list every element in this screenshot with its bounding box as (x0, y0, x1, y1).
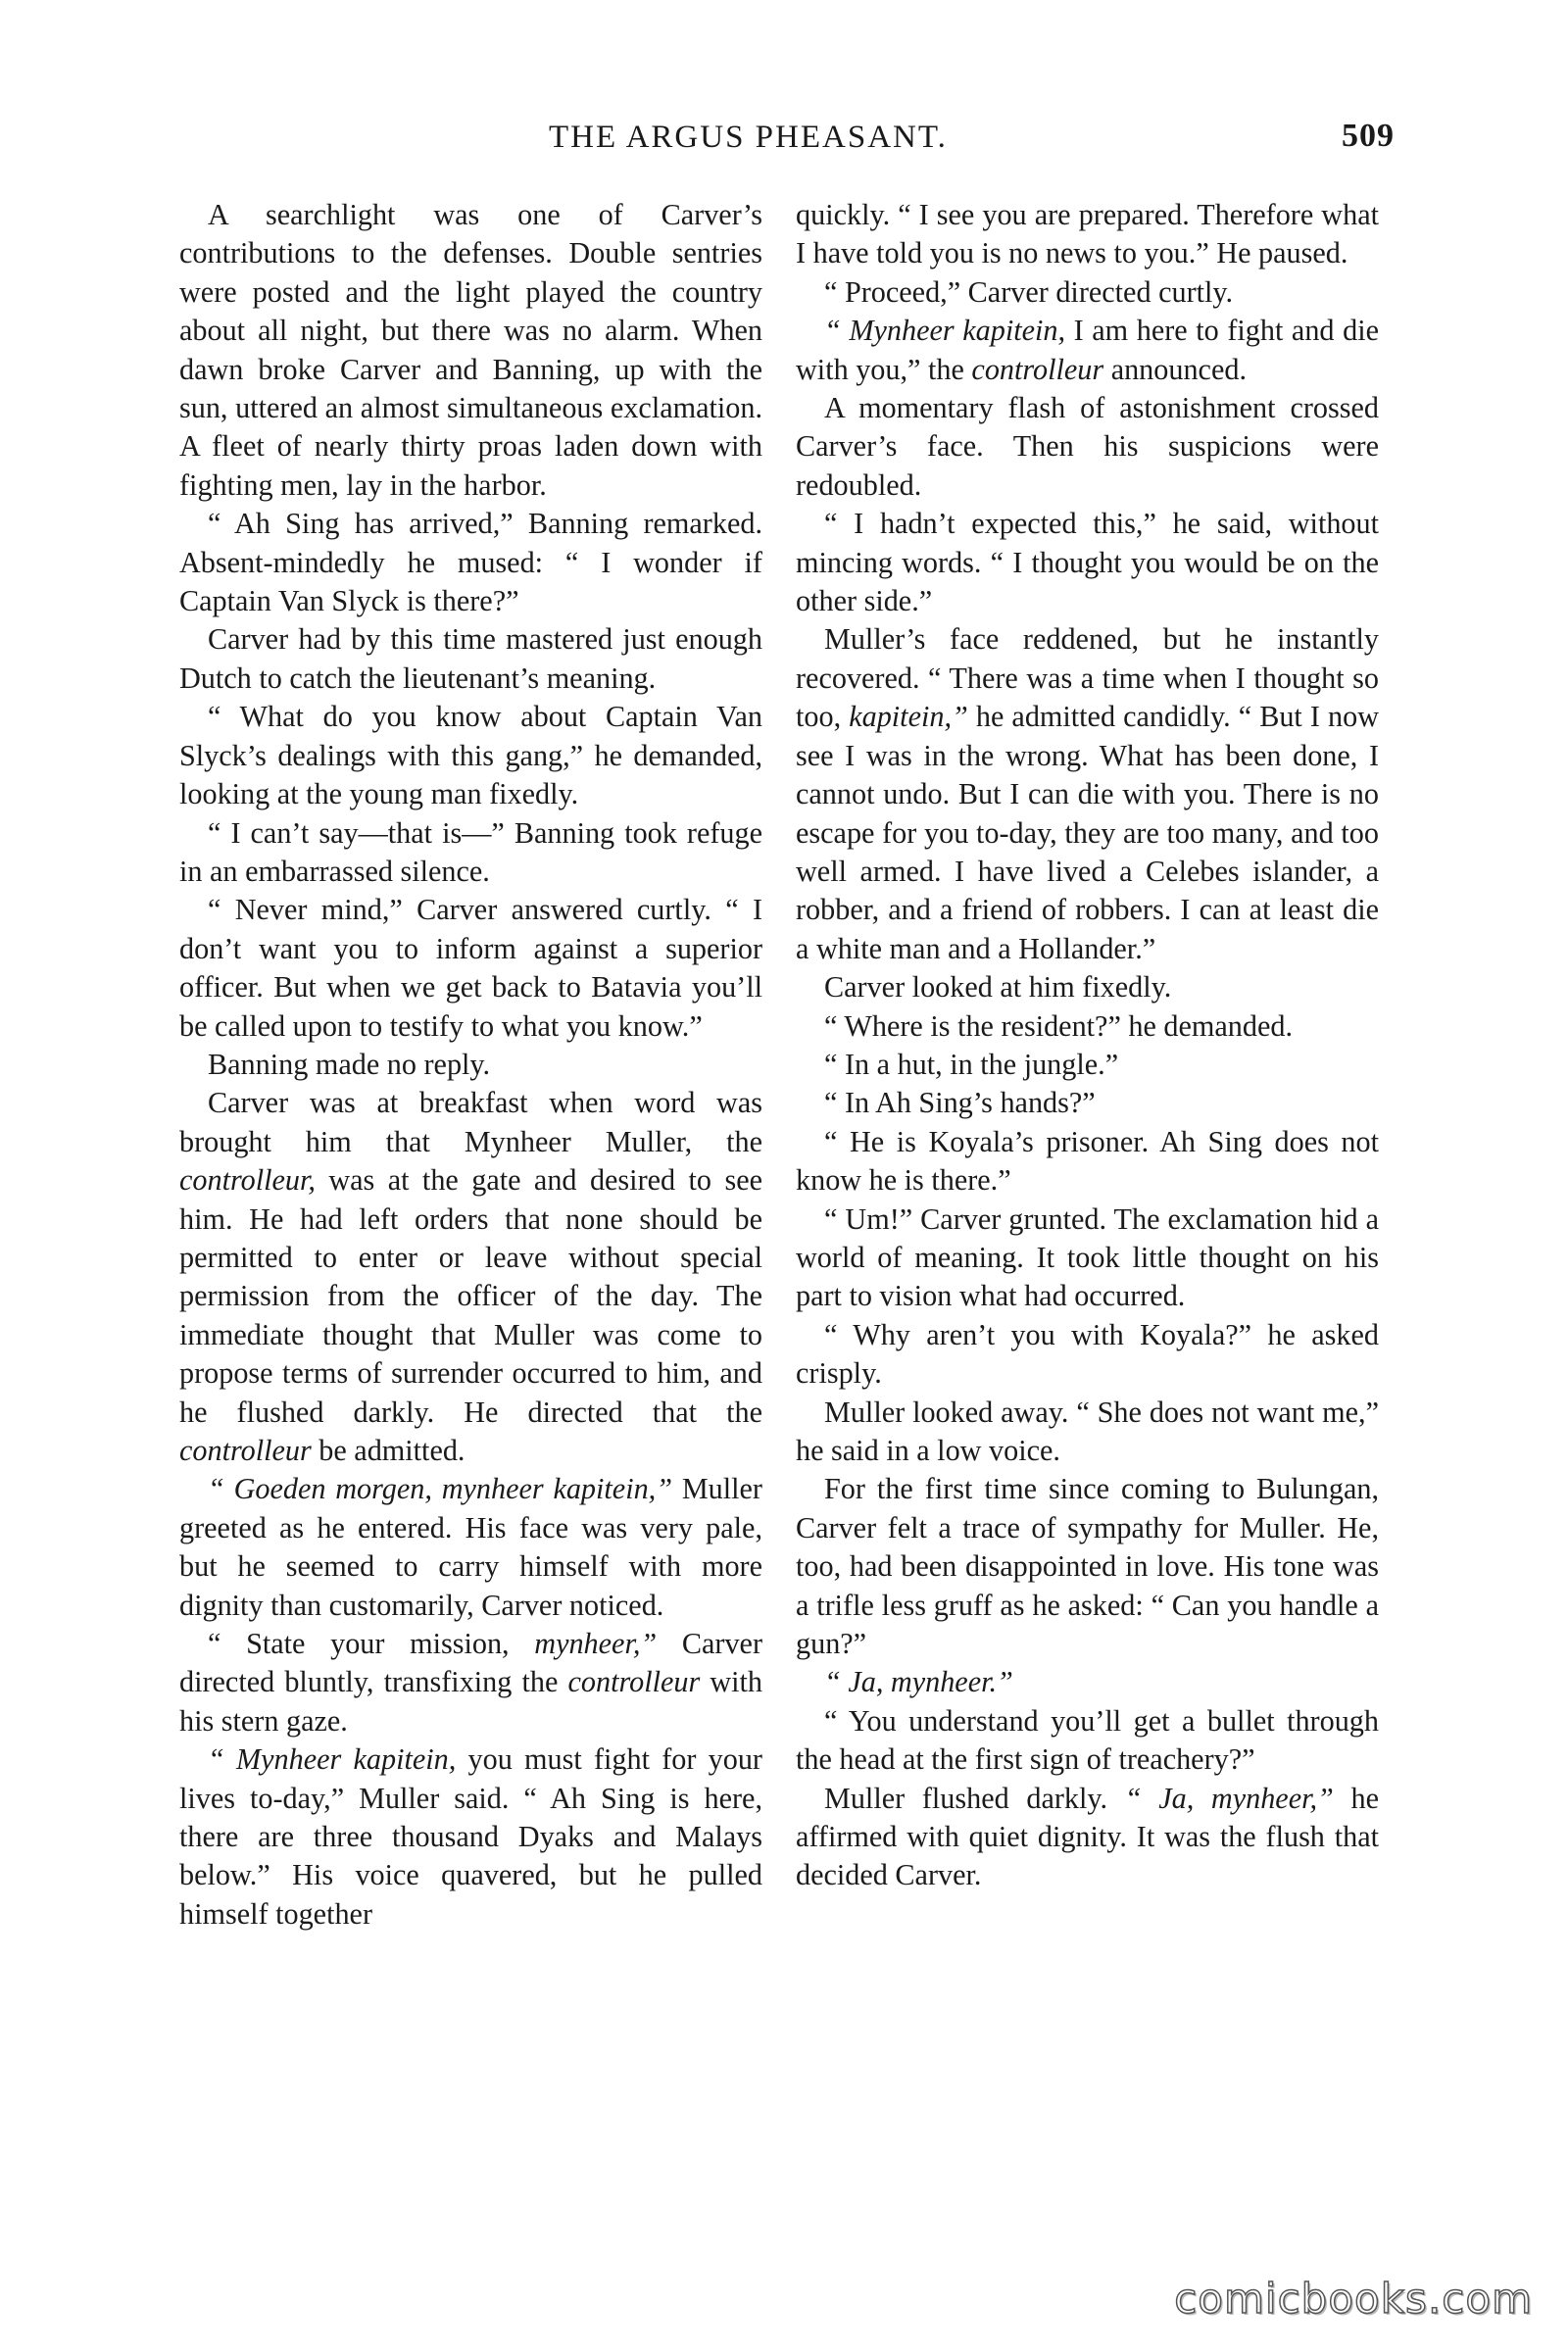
paragraph: “ You understand you’ll get a bullet through the head at the first sign of treachery?” (796, 1703, 1379, 1777)
paragraph: A momentary flash of astonishment crossed Carver’s face. Then his suspicions were redoubled. (796, 391, 1379, 502)
running-head: THE ARGUS PHEASANT. (549, 120, 948, 155)
paragraph: “ Proceed,” Carver directed curtly. (824, 274, 1234, 309)
paragraph: “ I hadn’t expected this,” he said, without mincing words. “ I thought you would be on the other side.” (796, 507, 1379, 618)
paragraph: “ Never mind,” Carver answered curtly. “ I don’t want you to inform against a superior officer. But when we get back to Batavia you’ll be called upon to testify to what you know.” (179, 893, 762, 1043)
paragraph: “ I can’t say—that is—” Banning took refuge in an embarrassed silence. (179, 815, 762, 888)
paragraph: Carver was at breakfast when word was brought him that Mynheer Muller, the controlleur, was at the gate and desired to see him. He had left orders that none should be permitted to enter or leave without special permission from the officer of the day. The immediate thought that Muller was come to propose terms of surrender occurred to him, and he flushed darkly. He directed that the controlleur be admitted. (179, 1086, 762, 1467)
paragraph: Banning made no reply. (208, 1047, 491, 1081)
paragraph: “ In Ah Sing’s hands?” (824, 1086, 1096, 1120)
paragraph: “ Goeden morgen, mynheer kapitein,” Muller greeted as he entered. His face was very pale, but he seemed to carry himself with more dignity than customarily, Carver noticed. (179, 1472, 762, 1622)
right-column (796, 196, 1379, 1895)
paragraph: “ He is Koyala’s prisoner. Ah Sing does not know he is there.” (796, 1124, 1379, 1198)
paragraph: “ Ah Sing has arrived,” Banning remarked. Absent-mindedly he mused: “ I wonder if Captain Van Slyck is there?” (179, 507, 762, 618)
watermark-logo: comicbooks.com (1174, 2275, 1533, 2323)
paragraph: Muller flushed darkly. “ Ja, mynheer,” he affirmed with quiet dignity. It was the flush that decided Carver. (796, 1781, 1380, 1892)
left-column (179, 196, 762, 1934)
paragraph: Muller’s face reddened, but he instantly recovered. “ There was a time when I thought so too, kapitein,” he admitted candidly. “ But I now see I was in the wrong. What has been done, I cannot undo. But I can die with you. There is no escape for you to-day, they are too many, and too well armed. I have lived a Celebes islander, a robber, and a friend of robbers. I can at least die a white man and a Hollander.” (796, 622, 1379, 965)
paragraph: For the first time since coming to Bulungan, Carver felt a trace of sympathy for Muller. He, too, had been disappointed in love. His tone was a trifle less gruff as he asked: “ Can you handle a gun?” (796, 1472, 1379, 1661)
page-number: 509 (1342, 118, 1395, 154)
paragraph: “ Um!” Carver grunted. The exclamation hid a world of meaning. It took little thought on his part to vision what had occurred. (796, 1201, 1379, 1313)
paragraph: “ Where is the resident?” he demanded. (824, 1008, 1294, 1043)
paragraph-continuation: quickly. “ I see you are prepared. Therefore what I have told you is no news to you.” He paused. (796, 198, 1379, 270)
paragraph: Carver looked at him fixedly. (824, 970, 1172, 1004)
paragraph: “ In a hut, in the jungle.” (824, 1047, 1119, 1081)
paragraph: “ Mynheer kapitein, I am here to fight and die with you,” the controlleur announced. (796, 314, 1379, 386)
paragraph: “ Why aren’t you with Koyala?” he asked crisply. (796, 1317, 1379, 1391)
paragraph: “ State your mission, mynheer,” Carver directed bluntly, transfixing the controlleur with his stern gaze. (179, 1627, 763, 1738)
paragraph: “ Mynheer kapitein, you must fight for your lives to-day,” Muller said. “ Ah Sing is here, there are three thousand Dyaks and Malays below.” His voice quavered, but he pulled himself together (179, 1742, 762, 1931)
paragraph: Muller looked away. “ She does not want me,” he said in a low voice. (796, 1395, 1379, 1467)
paragraph: “ What do you know about Captain Van Slyck’s dealings with this gang,” he demanded, looking at the young man fixedly. (179, 700, 762, 811)
paragraph: “ Ja, mynheer.” (824, 1665, 1013, 1699)
paragraph: Carver had by this time mastered just enough Dutch to catch the lieutenant’s meaning. (179, 622, 762, 695)
paragraph: A searchlight was one of Carver’s contributions to the defenses. Double sentries were posted and the light played the country about all night, but there was no alarm. When dawn broke Carver and Banning, up with the sun, uttered an almost simultaneous exclamation. A fleet of nearly thirty proas laden down with fighting men, lay in the harbor. (179, 198, 762, 502)
